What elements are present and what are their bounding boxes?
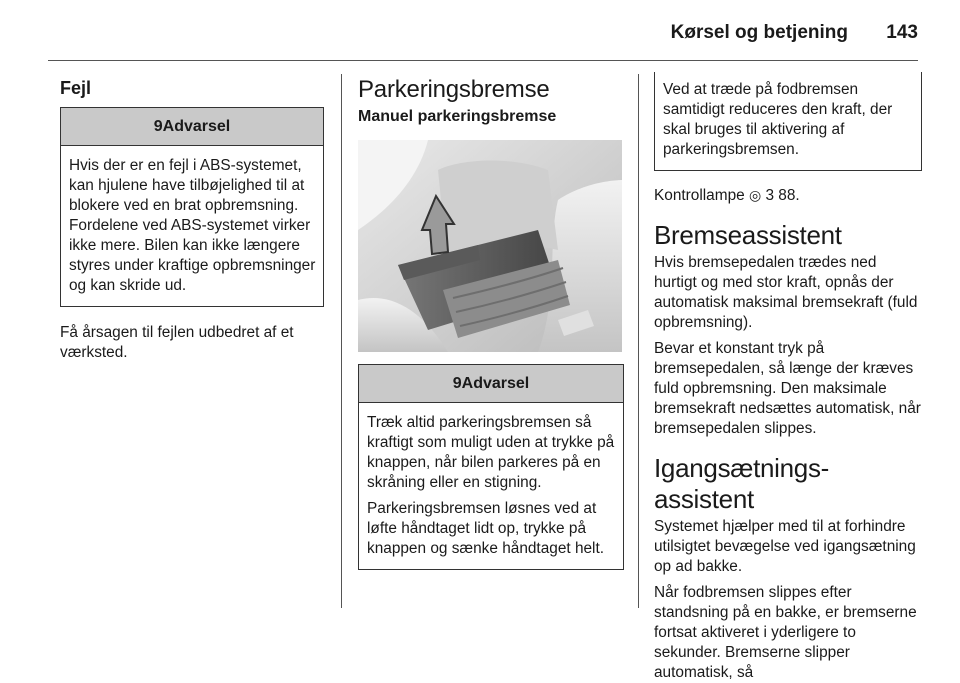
column-3: [654, 74, 922, 683]
warning-header: [359, 365, 623, 403]
parking-warning-box: [358, 364, 624, 570]
brake-warning-icon: ◎: [748, 187, 762, 203]
warning-icon: 9: [452, 375, 462, 392]
handbrake-image: [358, 140, 622, 352]
handbrake-illustration: [358, 140, 622, 352]
warning-text: Hvis der er en fejl i ABS-systemet, kan hjulene have tilbøjelighed til at blokere ved en brat opbremsning. Fordelene ved ABS-systemet virker ikke mere. Bilen kan ikke længere styres under kraftige opbremsninger og kan skride ud.: [69, 157, 316, 294]
header-rule: [48, 60, 918, 61]
kontrollampe-label: Kontrollampe: [654, 187, 745, 204]
warning-header: [61, 108, 323, 146]
igangsaetning-heading: Igangsætnings-assistent: [654, 453, 830, 514]
igangsaetning-paragraph-2: Når fodbremsen slippes efter standsning på en bakke, er bremserne fortsat aktiveret i yderligere to sekunder. Bremserne slipper automatisk, så: [654, 584, 917, 681]
page-reference: 3 88.: [765, 187, 800, 204]
warning-text-1: Træk altid parkeringsbremsen så kraftigt som muligt uden at trykke på knappen, når bilen parkeres på en skråning eller en stigning.: [367, 414, 615, 491]
column-1: [60, 74, 324, 363]
page-number: 143: [886, 22, 918, 43]
fejl-heading: Fejl: [60, 78, 92, 98]
bremseassistent-paragraph-1: Hvis bremsepedalen trædes ned hurtigt og med stor kraft, opnås der automatisk maksimal bremsekraft (fuld opbremsning).: [654, 254, 918, 331]
header-title: Kørsel og betjening: [670, 22, 848, 43]
column-2: [358, 74, 624, 570]
parkeringsbremse-heading: Parkeringsbremse: [358, 76, 550, 103]
bremseassistent-heading: Bremseassistent: [654, 220, 842, 250]
page-header: [0, 0, 960, 62]
manuel-subheading: Manuel parkeringsbremse: [358, 108, 557, 125]
column-divider-1: [341, 74, 342, 608]
continued-warning-box: [654, 72, 922, 171]
kontrollampe-line: [654, 185, 922, 206]
warning-text-2: Parkeringsbremsen løsnes ved at løfte håndtaget lidt op, trykke på knappen og sænke håndtaget helt.: [367, 500, 605, 557]
warning-body: [359, 403, 623, 569]
warning-title: Advarsel: [162, 118, 231, 135]
warning-title: Advarsel: [461, 375, 530, 392]
warning-body: [61, 146, 323, 306]
igangsaetning-paragraph-1: Systemet hjælper med til at forhindre utilsigtet bevægelse ved igangsætning op ad bakke.: [654, 518, 916, 575]
column-divider-2: [638, 74, 639, 608]
fejl-paragraph: Få årsagen til fejlen udbedret af et værksted.: [60, 324, 294, 361]
bremseassistent-paragraph-2: Bevar et konstant tryk på bremsepedalen, så længe der kræves fuld opbremsning. Den maksimale bremsekraft nedsættes automatisk, når bremsepedalen slippes.: [654, 340, 921, 437]
continued-warning-text: Ved at træde på fodbremsen samtidigt reduceres den kraft, der skal bruges til aktivering af parkeringsbremsen.: [663, 81, 893, 158]
warning-icon: 9: [153, 118, 163, 135]
abs-warning-box: [60, 107, 324, 307]
